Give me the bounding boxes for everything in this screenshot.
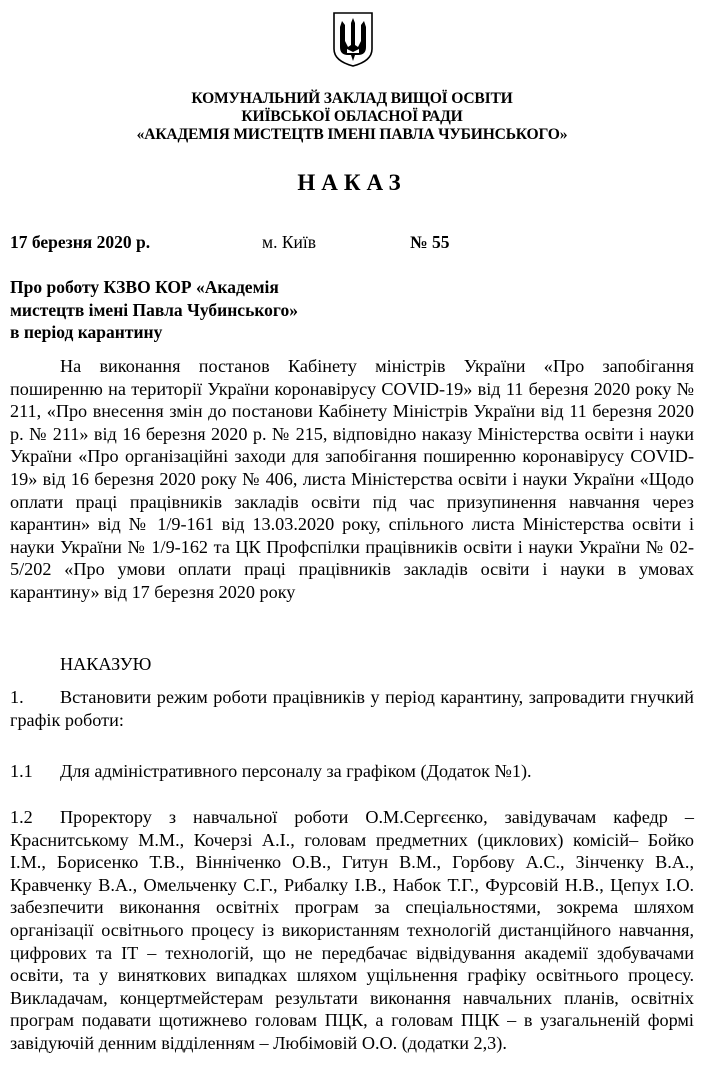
item-text: Встановити режим роботи працівників у період карантину, запровадити гнучкий графік роботи: bbox=[10, 687, 694, 730]
subject-line-2: мистецтв імені Павла Чубинського» bbox=[10, 299, 298, 320]
item-text: Проректору з навчальної роботи О.М.Сергєєнко, завідувачам кафедр – Краснитському М.М., Кочерзі А.І., головам предметних (циклових) комісій– Бойко І.М., Борисенко Т.В., Вінніченко О.В., Гитун В.М., Горбову А.С., Зінченку В.А., Кравченку В.А., Омельченку С.Г., Рибалку І.В., Набок Т.Г., Фурсовій Н.В., Цепух І.О. забезпечити виконання освітніх програм за спеціальностями, зокрема шляхом організації освітнього процесу із використанням технологій дистанційного навчання, цифрових та ІТ – технологій, що не передбачає відвідування академії здобувачами освіти, та у виняткових випадках шляхом ущільнення графіку освітнього процесу. Викладачам, концертмейстерам результати виконання навчальних планів, освітніх програм подавати щотижнево головам ПЦК, а головам ПЦК – в узагальненій формі завідуючій денним відділенням – Любімовій О.О. (додатки 2,3). bbox=[10, 807, 694, 1053]
item-number: 1. bbox=[10, 687, 24, 707]
order-city: м. Київ bbox=[262, 232, 316, 252]
item-number: 1.1 bbox=[10, 761, 33, 781]
institution-name-line-2: КИЇВСЬКОЇ ОБЛАСНОЇ РАДИ bbox=[241, 108, 463, 125]
item-number: 1.2 bbox=[10, 807, 33, 827]
subject-line-3: в період карантину bbox=[10, 322, 163, 342]
document-title: НАКАЗ bbox=[297, 170, 407, 195]
ukraine-coat-of-arms-icon bbox=[332, 11, 374, 67]
preamble-paragraph: На виконання постанов Кабінету міністрів України «Про запобігання поширенню на території України коронавірусу COVID-19» від 11 березня 2020 року № 211, «Про внесення змін до постанови Кабінету Міністрів України від 11 березня 2020 р. № 211» від 16 березня 2020 р. № 215, відповідно наказу Міністерства освіти і науки України «Про організаційні заходи для запобігання поширенню коронавірусу COVID-19» від 16 березня 2020 року № 406, листа Міністерства освіти і науки України «Щодо оплати праці працівників закладів освіти під час призупинення навчання через карантин» від № 1/9-161 від 13.03.2020 року, спільного листа Міністерства освіти і науки України № 1/9-162 та ЦК Профспілки працівників освіти і науки України № 02-5/202 «Про умови оплати праці працівників закладів освіти і науки в умовах карантину» від 17 березня 2020 року bbox=[10, 356, 694, 602]
item-text: Для адміністративного персоналу за графіком (Додаток №1). bbox=[60, 761, 532, 781]
order-subject bbox=[10, 276, 298, 344]
order-number: № 55 bbox=[410, 232, 450, 252]
order-item-1-2 bbox=[10, 806, 694, 1055]
subject-line-1: Про роботу КЗВО КОР «Академія bbox=[10, 277, 279, 297]
order-item-1 bbox=[10, 686, 694, 731]
order-date: 17 березня 2020 р. bbox=[10, 232, 151, 252]
order-item-1-1 bbox=[10, 760, 694, 783]
institution-name-line-1: КОМУНАЛЬНИЙ ЗАКЛАД ВИЩОЇ ОСВІТИ bbox=[191, 90, 513, 107]
order-word: НАКАЗУЮ bbox=[60, 654, 152, 674]
institution-name-line-3: «АКАДЕМІЯ МИСТЕЦТВ ІМЕНІ ПАВЛА ЧУБИНСЬКОГО» bbox=[136, 126, 568, 143]
